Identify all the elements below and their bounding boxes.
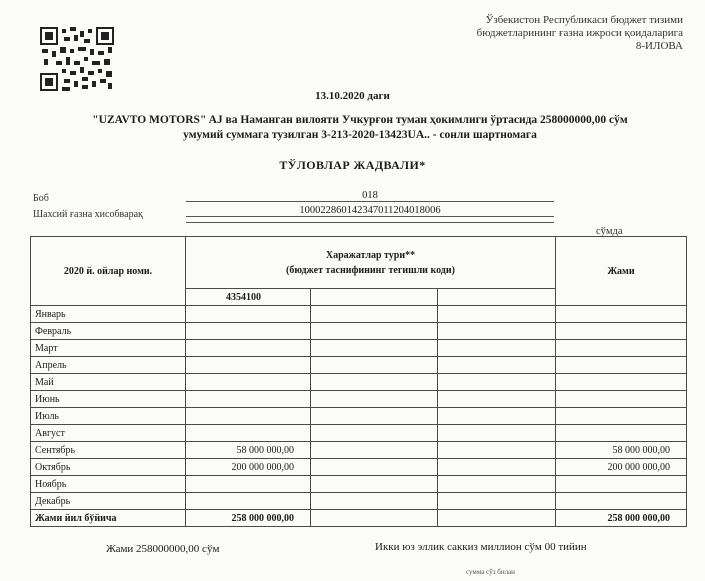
empty-cell [311, 340, 438, 357]
expense-type-header [186, 237, 556, 289]
month-cell: Июнь [31, 391, 186, 408]
budget-code: 4354100 [186, 289, 311, 306]
empty-cell [438, 510, 556, 527]
month-cell: Февраль [31, 323, 186, 340]
empty-cell [438, 493, 556, 510]
month-cell: Декабрь [31, 493, 186, 510]
document-date: 13.10.2020 даги [315, 90, 390, 102]
empty-cell [438, 374, 556, 391]
row-total-cell [556, 391, 687, 408]
row-total-cell [556, 306, 687, 323]
regulation-reference [477, 14, 683, 53]
total-row-label: Жами йил бўйича [31, 510, 186, 527]
table-row [31, 374, 687, 391]
month-cell: Октябрь [31, 459, 186, 476]
amount-cell [186, 357, 311, 374]
row-total-cell [556, 408, 687, 425]
empty-cell [311, 459, 438, 476]
empty-cell [438, 476, 556, 493]
qr-code [40, 27, 114, 91]
row-total-cell: 58 000 000,00 [556, 442, 687, 459]
empty-code-cell [311, 289, 438, 306]
table-row [31, 306, 687, 323]
table-row [31, 357, 687, 374]
empty-cell [438, 408, 556, 425]
empty-cell [438, 306, 556, 323]
month-cell: Апрель [31, 357, 186, 374]
table-row [31, 476, 687, 493]
bob-label: Боб [33, 193, 49, 204]
row-total-cell [556, 323, 687, 340]
empty-cell [311, 306, 438, 323]
contract-line-1: "UZAVTO MOTORS" AJ ва Наманган вилояти Учкурғон туман ҳокимлиги ўртасида 258000000,00 сўм [92, 114, 628, 126]
month-cell: Ноябрь [31, 476, 186, 493]
total-amount-text: Жами 258000000,00 сўм [106, 543, 220, 555]
table-row [31, 425, 687, 442]
total-header: Жами [556, 237, 687, 306]
amount-in-words: Икки юз эллик саккиз миллион сўм 00 тийин [375, 541, 587, 553]
amount-cell [186, 391, 311, 408]
empty-cell [438, 459, 556, 476]
expense-type-subtitle: (бюджет таснифининг тегишли коди) [286, 264, 455, 276]
account-underline [186, 222, 554, 223]
empty-cell [311, 425, 438, 442]
month-cell: Май [31, 374, 186, 391]
amount-cell: 200 000 000,00 [186, 459, 311, 476]
table-row [31, 442, 687, 459]
empty-cell [311, 408, 438, 425]
amount-cell [186, 306, 311, 323]
month-cell: Сентябрь [31, 442, 186, 459]
amount-cell [186, 476, 311, 493]
empty-code-cell [438, 289, 556, 306]
amount-cell [186, 408, 311, 425]
month-rows [31, 306, 687, 510]
table-row [31, 493, 687, 510]
page-title: ТЎЛОВЛАР ЖАДВАЛИ* [279, 158, 426, 172]
empty-cell [311, 442, 438, 459]
empty-cell [311, 374, 438, 391]
row-total-cell [556, 425, 687, 442]
row-total-cell: 200 000 000,00 [556, 459, 687, 476]
table-row [31, 340, 687, 357]
empty-cell [438, 340, 556, 357]
empty-cell [311, 357, 438, 374]
months-header: 2020 й. ойлар номи. [31, 237, 186, 306]
amount-cell [186, 323, 311, 340]
empty-cell [438, 357, 556, 374]
row-total-cell [556, 340, 687, 357]
table-row [31, 459, 687, 476]
amount-in-words-caption: суммa сўз билан [466, 568, 515, 576]
month-cell: Март [31, 340, 186, 357]
contract-line-2: умумий суммага тузилган 3-213-2020-13423UA.. - сонли шартномага [183, 129, 537, 141]
empty-cell [311, 493, 438, 510]
amount-cell [186, 340, 311, 357]
row-total-cell [556, 476, 687, 493]
regulation-line-2: бюджетларининг ғазна ижроси қоидаларига [476, 27, 683, 39]
payment-schedule-table [30, 236, 686, 527]
empty-cell [311, 323, 438, 340]
total-row-amount: 258 000 000,00 [186, 510, 311, 527]
currency-unit: сўмда [596, 226, 623, 237]
table-row [31, 391, 687, 408]
expense-type-title: Харажатлар тури** [325, 249, 416, 261]
empty-cell [311, 391, 438, 408]
table-row [31, 408, 687, 425]
empty-cell [311, 476, 438, 493]
empty-cell [438, 391, 556, 408]
row-total-cell [556, 493, 687, 510]
empty-cell [438, 425, 556, 442]
bob-value: 018 [186, 190, 554, 202]
table-row [31, 323, 687, 340]
row-total-cell [556, 357, 687, 374]
account-value: 100022860142347011204018006 [186, 205, 554, 217]
empty-cell [311, 510, 438, 527]
row-total-cell [556, 374, 687, 391]
amount-cell [186, 374, 311, 391]
amount-cell [186, 493, 311, 510]
month-cell: Август [31, 425, 186, 442]
amount-cell: 58 000 000,00 [186, 442, 311, 459]
month-cell: Январь [31, 306, 186, 323]
empty-cell [438, 323, 556, 340]
contract-description [40, 113, 680, 143]
qr-code-graphic [40, 27, 114, 91]
month-cell: Июль [31, 408, 186, 425]
appendix-number: 8-ИЛОВА [635, 40, 683, 52]
amount-cell [186, 425, 311, 442]
empty-cell [438, 442, 556, 459]
account-label: Шахсий ғазна хисобварақ [33, 209, 143, 220]
regulation-line-1: Ўзбекистон Республикаси бюджет тизими [485, 14, 683, 26]
total-row-total: 258 000 000,00 [556, 510, 687, 527]
